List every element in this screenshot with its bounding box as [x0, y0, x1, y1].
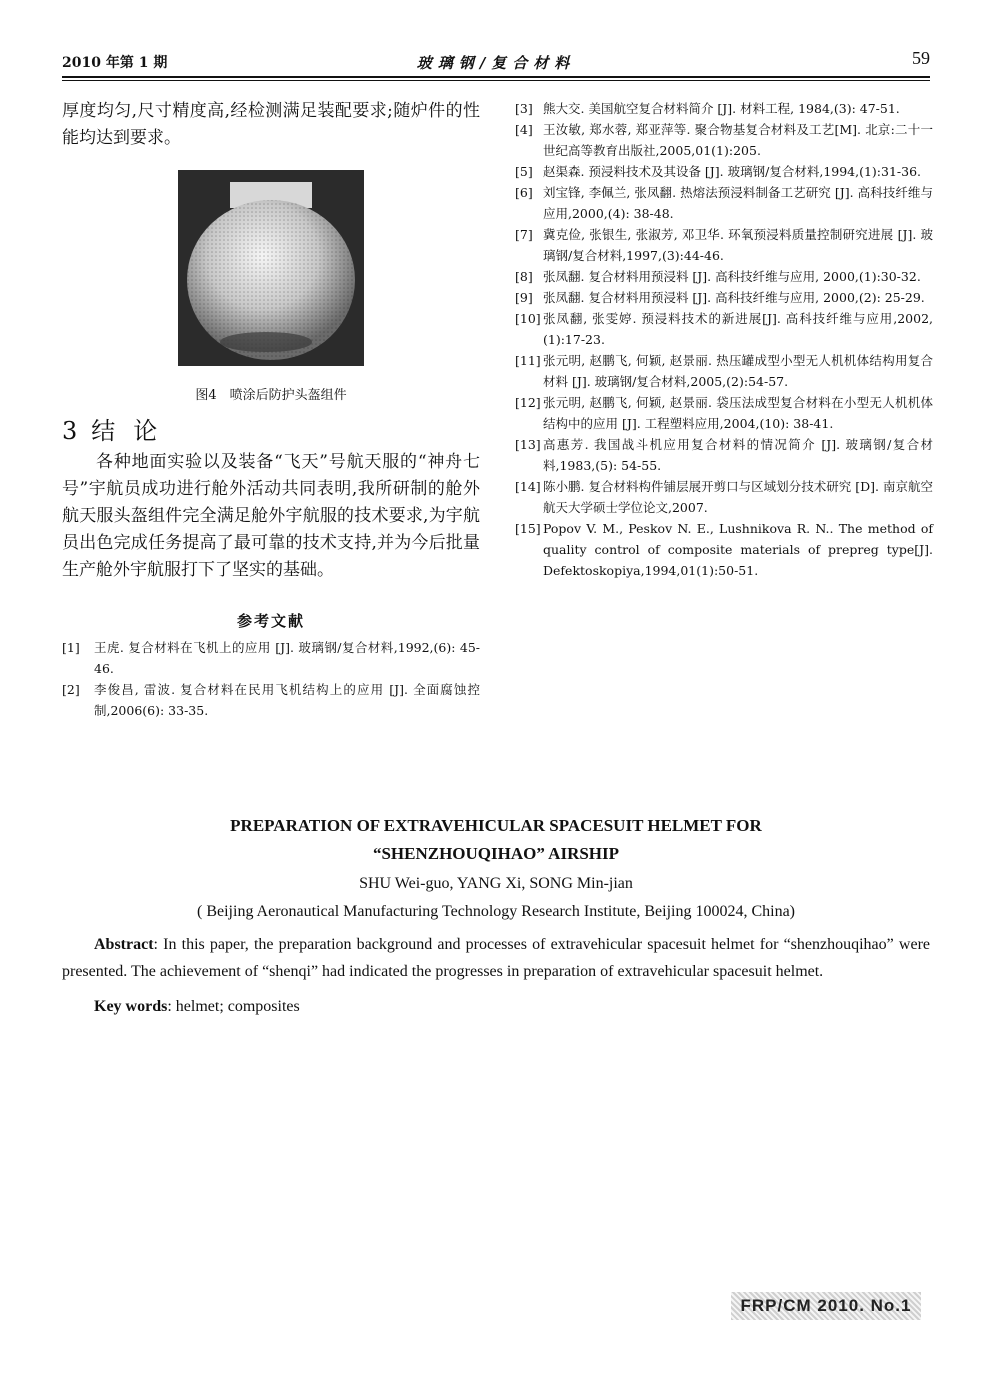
english-title-line-2: “SHENZHOUQIHAO” AIRSHIP — [372, 844, 620, 863]
reference-number: [13] — [515, 437, 541, 452]
english-authors: SHU Wei-guo, YANG Xi, SONG Min-jian — [359, 875, 633, 892]
reference-item — [515, 266, 933, 287]
reference-text: 王汝敏, 郑水蓉, 郑亚萍等. 聚合物基复合材料及工艺[M]. 北京:二十一世纪高等教育出版社,2005,01(1):205. — [543, 122, 933, 158]
left-reference-list — [62, 637, 480, 721]
reference-item — [515, 287, 933, 308]
reference-number: [5] — [515, 164, 533, 179]
english-title-line-1: PREPARATION OF EXTRAVEHICULAR SPACESUIT HELMET FOR — [230, 816, 762, 835]
reference-text: 张元明, 赵鹏飞, 何颖, 赵景丽. 热压罐成型小型无人机机体结构用复合材料 [J]. 玻璃钢/复合材料,2005,(2):54-57. — [543, 353, 933, 389]
reference-number: [14] — [515, 479, 541, 494]
reference-text: 张元明, 赵鹏飞, 何颖, 赵景丽. 袋压法成型复合材料在小型无人机机体结构中的应用 [J]. 工程塑料应用,2004,(10): 38-41. — [543, 395, 933, 431]
english-affiliation: ( Beijing Aeronautical Manufacturing Technology Research Institute, Beijing 100024, China) — [197, 903, 795, 920]
reference-number: [10] — [515, 311, 541, 326]
reference-item — [515, 350, 933, 392]
reference-text: 刘宝锋, 李佩兰, 张凤翻. 热熔法预浸料制备工艺研究 [J]. 高科技纤维与应用,2000,(4): 38-48. — [543, 185, 933, 221]
reference-number: [3] — [515, 101, 533, 116]
reference-text: 赵渠森. 预浸料技术及其设备 [J]. 玻璃钢/复合材料,1994,(1):31-36. — [543, 164, 922, 179]
left-column — [62, 98, 480, 721]
reference-text: 王虎. 复合材料在飞机上的应用 [J]. 玻璃钢/复合材料,1992,(6): 45-46. — [94, 640, 480, 676]
reference-number: [4] — [515, 122, 533, 137]
right-column — [515, 98, 933, 581]
reference-item — [515, 224, 933, 266]
issue-label: 2010 年第 1 期 — [62, 55, 168, 71]
reference-text: Popov V. M., Peskov N. E., Lushnikova R. N.. The method of quality control of composite materials of prepreg type[J]. Defektoskopiya,1994,01(1):50-51. — [543, 521, 933, 578]
reference-item — [515, 308, 933, 350]
helmet-image — [178, 170, 364, 366]
conclusion-paragraph: 各种地面实验以及装备“飞天”号航天服的“神舟七号”宇航员成功进行舱外活动共同表明,我所研制的舱外航天服头盔组件完全满足舱外宇航服的技术要求,为宇航员出色完成任务提高了最可靠的技术支持,并为今后批量生产舱外宇航服打下了坚实的基础。 — [62, 452, 480, 580]
reference-number: [8] — [515, 269, 533, 284]
reference-item — [515, 476, 933, 518]
header-rule-thin — [62, 80, 930, 81]
section-number: 3 — [62, 417, 78, 445]
reference-number: [9] — [515, 290, 533, 305]
reference-text: 冀克俭, 张银生, 张淑芳, 邓卫华. 环氧预浸料质量控制研究进展 [J]. 玻璃钢/复合材料,1997,(3):44-46. — [543, 227, 933, 263]
reference-text: 张凤翻. 复合材料用预浸料 [J]. 高科技纤维与应用, 2000,(2): 25-29. — [543, 290, 925, 305]
page-number: 59 — [912, 48, 930, 68]
reference-number: [12] — [515, 395, 541, 410]
reference-text: 李俊昌, 雷波. 复合材料在民用飞机结构上的应用 [J]. 全面腐蚀控制,2006(6): 33-35. — [94, 682, 480, 718]
running-header — [62, 50, 930, 74]
header-rule-thick — [62, 76, 930, 78]
reference-text: 陈小鹏. 复合材料构件铺层展开剪口与区域划分技术研究 [D]. 南京航空航天大学硕士学位论文,2007. — [543, 479, 933, 515]
reference-number: [2] — [62, 682, 80, 697]
abstract-label: Abstract — [94, 936, 154, 953]
reference-item — [515, 392, 933, 434]
references-heading: 参考文献 — [236, 612, 305, 630]
english-keywords — [62, 993, 930, 1020]
journal-footer-tag: FRP/CM 2010. No.1 — [731, 1292, 921, 1320]
reference-item — [515, 98, 933, 119]
continued-paragraph: 厚度均匀,尺寸精度高,经检测满足装配要求;随炉件的性能均达到要求。 — [62, 101, 480, 148]
section-title: 结论 — [91, 417, 176, 445]
english-abstract-block — [62, 812, 930, 1020]
english-abstract — [62, 931, 930, 985]
section-heading — [62, 413, 480, 449]
reference-text: 高惠芳. 我国战斗机应用复合材料的情况简介 [J]. 玻璃钢/复合材料,1983,(5): 54-55. — [543, 437, 933, 473]
figure-caption: 图4 喷涂后防护头盔组件 — [195, 388, 347, 403]
reference-text: 熊大交. 美国航空复合材料简介 [J]. 材料工程, 1984,(3): 47-51. — [543, 101, 900, 116]
reference-item — [515, 518, 933, 581]
reference-number: [15] — [515, 521, 541, 536]
reference-item — [515, 119, 933, 161]
reference-number: [1] — [62, 640, 80, 655]
reference-text: 张凤翻. 复合材料用预浸料 [J]. 高科技纤维与应用, 2000,(1):30-32. — [543, 269, 921, 284]
reference-item — [62, 679, 480, 721]
reference-item — [515, 434, 933, 476]
reference-number: [11] — [515, 353, 541, 368]
abstract-text: : In this paper, the preparation background and processes of extravehicular spacesuit helmet for “shenzhouqihao” were presented. The achievement of “shenqi” had indicated the progresses in preparation of extravehicular spacesuit helmet. — [62, 936, 930, 980]
reference-number: [6] — [515, 185, 533, 200]
reference-text: 张凤翻, 张雯婷. 预浸料技术的新进展[J]. 高科技纤维与应用,2002,(1):17-23. — [543, 311, 933, 347]
helmet-photo — [178, 170, 364, 366]
reference-item — [515, 161, 933, 182]
journal-name: 玻璃钢/复合材料 — [416, 54, 576, 72]
reference-number: [7] — [515, 227, 533, 242]
reference-item — [62, 637, 480, 679]
keywords-text: : helmet; composites — [167, 998, 300, 1015]
keywords-label: Key words — [94, 998, 168, 1015]
reference-item — [515, 182, 933, 224]
